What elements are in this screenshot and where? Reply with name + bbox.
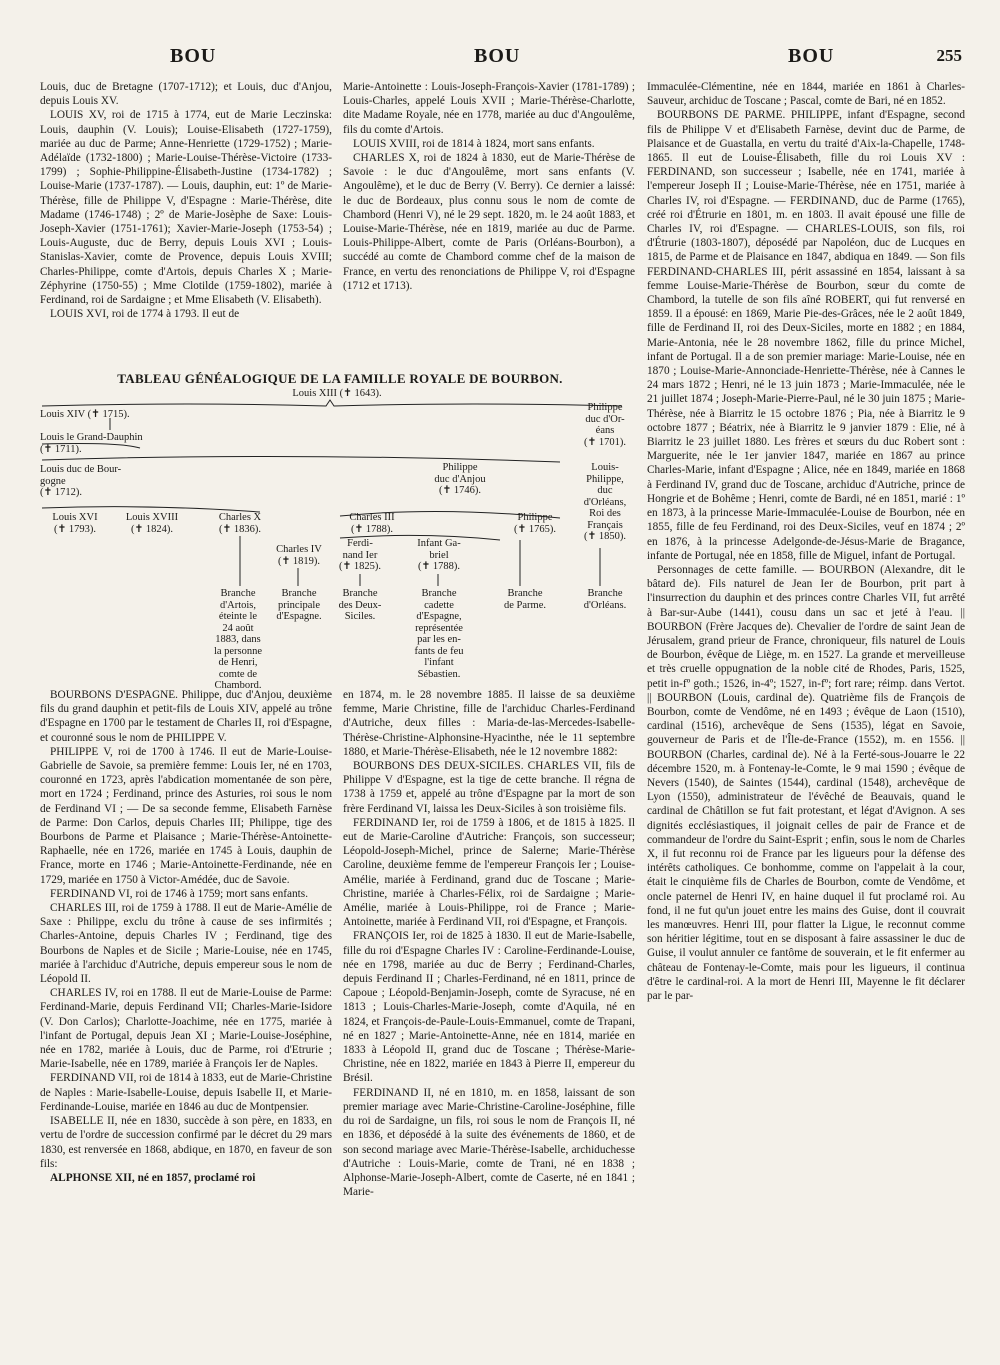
page-number: 255 — [936, 46, 962, 65]
node-branche-artois: Branche d'Artois, éteinte le 24 août 1883, dans la personne de Henri, comte de Chambord. — [213, 588, 263, 691]
paragraph: BOURBONS D'ESPAGNE. Philippe, duc d'Anjou, deuxième fils du grand dauphin et petit-fils de Louis XIV, appelé au trône d'Espagne en 1700 par le testament de Charles II, roi d'Espagne, et couronné sous le nom de PHILIPPE V. — [40, 689, 332, 744]
column-1-bottom — [40, 688, 332, 1185]
paragraph: ALPHONSE XII, né en 1857, proclamé roi — [50, 1171, 256, 1184]
node-branche-cadette: Branche cadette d'Espagne, représentée par les en- fants de feu l'infant Sébastien. — [414, 588, 464, 680]
header-right: BOU — [788, 45, 835, 67]
node-ferdinand-i: Ferdi- nand Ier (✝ 1825). — [338, 538, 382, 572]
paragraph: FERDINAND VI, roi de 1746 à 1759; mort sans enfants. — [50, 887, 309, 900]
node-branche-parme: Branche de Parme. — [504, 588, 546, 611]
paragraph: FERDINAND II, né en 1810, m. en 1858, laissant de son premier mariage avec Marie-Christine-Caroline-Joséphine, fille du roi de Sardaigne, un fils, roi sous le nom de François II, né en 1836, et déposédé à la suite des événements de 1860, et de son second mariage avec Marie-Thérèse-Isabelle, archiduchesse d'Autriche : Louis-Marie, comte de Trani, né en 1838 ; Alphonse-Marie-Joseph-Albert, comte de Caserte, né en 1841 ; Marie- — [343, 1086, 635, 1199]
header-center: BOU — [474, 45, 521, 67]
node-charles-iv: Charles IV (✝ 1819). — [276, 544, 322, 567]
node-infant-gabriel: Infant Ga- briel (✝ 1788). — [417, 538, 461, 572]
column-1-top — [40, 80, 332, 321]
paragraph: CHARLES IV, roi en 1788. Il eut de Marie-Louise de Parme: Ferdinand-Marie, depuis Ferdinand VII; Charles-Marie-Isidore (V. Don Carlos); Charlotte-Joachime, née en 1775, mariée à l'infant de Portugal, depuis Jean XI ; Marie-Louise-Joséphine, née en 1782, mariée à Louis, duc de Parme, roi d'Etrurie ; Marie-Isabelle, née en 1789, mariée à François Ier de Naples. — [40, 987, 332, 1071]
node-louis-xiii: Louis XIII (✝ 1643). — [292, 388, 382, 399]
header-left: BOU — [170, 45, 217, 67]
node-grand-dauphin: Louis le Grand-Dauphin (✝ 1711). — [40, 432, 143, 455]
paragraph: PHILIPPE V, roi de 1700 à 1746. Il eut de Marie-Louise-Gabrielle de Savoie, sa première femme: Louis Ier, né en 1703, couronné en 1723, après l'abdication momentanée de son père, mort en 1724 ; Ferdinand, prince des Asturies, roi sous le nom de Ferdinand VI ; — De sa seconde femme, Elisabeth Farnèse de Parme: Don Carlos, depuis Charles III; Philippe, tige des Bourbons de Parme et Plaisance ; Marie-Thérèse-Antoinette-Raphaelle, née en 1726, mariée en 1745 à Louis, dauphin de France, morte en 1746 ; Marie-Antoinette-Ferdinande, née en 1729, mariée en 1750 à Victor-Amédée, duc de Savoie. — [40, 745, 332, 886]
node-philippe-orleans: Philippe duc d'Or- éans (✝ 1701). — [583, 402, 627, 448]
paragraph: FRANÇOIS Ier, roi de 1825 à 1830. Il eut de Marie-Isabelle, fille du roi d'Espagne Charles IV : Caroline-Ferdinande-Louise, née en 1798, mariée au duc de Berry ; Ferdinand-Charles, depuis Ferdinand II ; Charles-Ferdinand, né en 1811, prince de Capoue ; Léopold-Benjamin-Joseph, comte de Syracuse, né en 1813 ; Louis-Charles-Marie-Joseph, comte d'Aquila, né en 1824, et François-de-Paule-Louis-Emmanuel, comte de Trapani, né en 1827 ; Marie-Antoinette-Anne, née en 1814, mariée en 1833 à Léopold II, grand duc de Toscane ; Thérèse-Marie-Christine, née en 1822, mariée en 1843 à Pierre II, empereur du Brésil. — [343, 930, 635, 1085]
paragraph: Personnages de cette famille. — BOURBON (Alexandre, dit le bâtard de). Fils naturel de Jean Ier de Bourbon, prit part à l'insurrection du dauphin et des princes contre Charles VII, fut arrêté à Bar-sur-Aube (1441), cousu dans un sac et jeté à l'eau. || BOURBON (Frère Jacques de). Chevalier de l'ordre de saint Jean de Jérusalem, grand prieur de France, chroniqueur, fils naturel de Louis de Bourbon, évêque de Liège, m. en 1527. La grande et merveilleuse et très cruelle oppugnation de la noble cité de Rhodes, Paris, 1525, petit in-fº goth.; 1526, in-4º; 1527, in-fº; fort rare; réimp. dans Vertot. || BOURBON (Louis, cardinal de). Quatrième fils de François de Bourbon, comte de Vendôme, né en 1493 ; évêque de Laon (1510), cardinal (1516), archevêque de Sens (1535), légat en Savoie, gouverneur de Paris et de l'Île-de-France (1552), m. en 1556. || BOURBON (Charles, cardinal de). Né à la Ferté-sous-Jouarre le 22 décembre 1520, m. à Fontenay-le-Comte, le 9 mai 1590 ; évêque de Nevers (1540), de Saintes (1544), cardinal (1548), archevêque de Lyon (1550), administrateur de l'évêché de Beauvais, quand le cardinal de Châtillon se fut fait protestant, et légat d'Avignon. A ses dignités ecclésiastiques, il joignait celles de pair de France et de commandeur de l'ordre du Saint-Esprit ; enfin, sous le nom de Charles X, il fut reconnu roi de France par les ligueurs pour la défense des intérêts catholiques. Ce bonhomme, comme on l'appelait à la cour, était le cinquième fils de Charles de Bourbon, comte de Vendôme, et oncle paternel de Henri IV, en haine duquel il fut proclamé roi. Au fond, il ne fut qu'un jouet entre les mains des Guise, dont il couvrait les manœuvres. Henri III, pour flatter la Ligue, le reconnut comme son héritier légitime, tout en se disposant à faire assassiner le duc de Guise, il voulut annuler ce fantôme de souverain, et le fit enfermer au château de Fontenay-le-Comte, mais pour les ligueurs, il continua d'être le cardinal-roi. A la mort de Henri III, Mayenne le fit déclarer par le par- — [647, 563, 965, 1002]
paragraph: LOUIS XV, roi de 1715 à 1774, eut de Marie Leczinska: Louis, dauphin (V. Louis); Louise-Elisabeth (1727-1759), mariée au duc de Parme; Anne-Henriette (1729-1752) ; Marie-Adélaïde (1732-1800) ; Marie-Louise-Thérèse-Victoire (1733-1799) ; Sophie-Philippine-Élisabeth-Justine (1734-1782) ; Louise-Marie (1737-1787). — Louis, dauphin, eut: 1º de Marie-Thérèse, fille de Philippe V, d'Espagne : Marie-Thérèse, dite Madame (1746-1748) ; 2º de Marie-Josèphe de Saxe: Louis-Joseph-Xavier (1751-1761); Xavier-Marie-Joseph (1753-54) ; Louis-Auguste, duc de Berry, depuis Louis XVI ; Louis-Stanislas-Xavier, comte de Provence, depuis Louis XVIII; Charles-Philippe, comte d'Artois, depuis Charles X ; Marie-Zéphyrine (1750-55) ; Mme Clotilde (1759-1802), mariée à Ferdinand, roi de Sardaigne ; et Mme Elisabeth (V. Elisabeth). — [40, 109, 332, 307]
genealogy-tree — [40, 388, 640, 691]
node-louis-philippe: Louis- Philippe, duc d'Orléans, Roi des Français (✝ 1850). — [583, 462, 627, 542]
paragraph: Louis, duc de Bretagne (1707-1712); et Louis, duc d'Anjou, depuis Louis XV. — [40, 81, 332, 108]
paragraph: BOURBONS DES DEUX-SICILES. CHARLES VII, fils de Philippe V d'Espagne, est la tige de cette branche. Il régna de 1738 à 1759 et, appelé au trône d'Espagne par la mort de son frère Ferdinand VI, laissa les Deux-Siciles à son troisième fils. — [343, 760, 635, 815]
node-louis-xvi: Louis XVI (✝ 1793). — [52, 512, 98, 535]
paragraph: CHARLES X, roi de 1824 à 1830, eut de Marie-Thérèse de Savoie : le duc d'Angoulême, mort sans enfants (V. Angoulême), et le duc de Berry (V. Berry). Ce dernier a laissé: le duc de Bordeaux, plus connu sous le nom de comte de Chambord (Henri V), né le 29 sept. 1820, m. le 24 août 1883, et Louise-Marie-Thérèse, née en 1819, mariée au duc de Parme. Louis-Philippe-Albert, comte de Paris (Orléans-Bourbon), a succédé au comte de Chambord comme chef de la maison de France, en vertu des renonciations de Philippe V, roi d'Espagne (1712 et 1713). — [343, 152, 635, 292]
paragraph: Immaculée-Clémentine, née en 1844, mariée en 1861 à Charles-Sauveur, archiduc de Toscane ; Pascal, comte de Bari, né en 1852. — [647, 81, 965, 108]
paragraph: FERDINAND VII, roi de 1814 à 1833, eut de Marie-Christine de Naples : Marie-Isabelle-Louise, depuis Isabelle II, et Marie-Ferdinande-Louise, mariée en 1846 au duc de Montpensier. — [40, 1072, 332, 1113]
paragraph: CHARLES III, roi de 1759 à 1788. Il eut de Marie-Amélie de Saxe : Philippe, exclu du trône à cause de ses infirmités ; Charles-Antoine, depuis Charles IV ; Ferdinand, tige des Bourbons de Naples et de Sicile ; Marie-Louise, née en 1745, mariée à l'archiduc d'Autriche, depuis empereur sous le nom de Léopold II. — [40, 902, 332, 986]
column-2-top — [343, 80, 635, 293]
paragraph: LOUIS XVIII, roi de 1814 à 1824, mort sans enfants. — [353, 137, 595, 150]
paragraph: Marie-Antoinette : Louis-Joseph-François-Xavier (1781-1789) ; Louis-Charles, appelé Louis XVII ; Marie-Thérèse-Charlotte, dite Madame Royale, née en 1778, mariée au duc d'Angoulême, fils du comte d'Artois. — [343, 81, 635, 136]
brace-root — [42, 400, 622, 406]
paragraph: ISABELLE II, née en 1830, succède à son père, en 1833, en vertu de l'ordre de succession confirmé par le décret du 29 mars 1830, est renversée en 1868, abdique, en 1870, en faveur de son fils: — [40, 1115, 332, 1170]
node-charles-x: Charles X (✝ 1836). — [218, 512, 262, 535]
node-bourgogne: Louis duc de Bour- gogne (✝ 1712). — [40, 464, 122, 498]
column-2-bottom — [343, 688, 635, 1199]
node-branche-espagne: Branche principale d'Espagne. — [276, 588, 322, 622]
paragraph: en 1874, m. le 28 novembre 1885. Il laisse de sa deuxième femme, Marie Christine, fille de l'archiduc Charles-Ferdinand d'Autriche, deux filles : Maria-de-las-Mercedes-Isabelle-Thérèse-Christine-Alphonsine-Hyacinthe, née le 11 septembre 1880, et Marie-Thérèse-Elisabeth, née le 12 novembre 1882: — [343, 689, 635, 758]
genealogy-title: TABLEAU GÉNÉALOGIQUE DE LA FAMILLE ROYALE DE BOURBON. — [117, 371, 563, 386]
node-philippe-anjou: Philippe duc d'Anjou (✝ 1746). — [434, 462, 486, 496]
node-louis-xiv: Louis XIV (✝ 1715). — [40, 409, 130, 420]
paragraph: FERDINAND Ier, roi de 1759 à 1806, et de 1815 à 1825. Il eut de Marie-Caroline d'Autriche: François, son successeur; Léopold-Joseph-Michel, prince de Salerne; Marie-Thérèse Caroline, deuxième femme de l'empereur François Ier ; Louise-Amélie, mariée à Ferdinand, grand duc de Toscane ; Marie-Christine, mariée à Charles-Félix, roi de Sardaigne ; Marie-Amélie, mariée à Louis-Philippe, roi de France ; Marie-Antoinette, mariée à Ferdinand VII, roi d'Espagne, et François. — [343, 816, 635, 929]
paragraph: LOUIS XVI, roi de 1774 à 1793. Il eut de — [50, 308, 240, 321]
node-branche-orleans: Branche d'Orléans. — [583, 588, 627, 611]
paragraph: BOURBONS DE PARME. PHILIPPE, infant d'Espagne, second fils de Philippe V et d'Elisabeth Farnèse, devint duc de Parme, de Plaisance et de Guastalla, en vertu du traité d'Aix-la-Chapelle, 1748-1865. Il eut de Louise-Élisabeth, fille du roi Louis XV : FERDINAND, son successeur ; Isabelle, née en 1741, mariée à l'empereur Joseph II ; Louise-Marie-Thérèse, née en 1751, mariée à Charles IV, roi d'Espagne. — FERDINAND, duc de Parme (1765), créé roi d'Étrurie en 1801, m. en 1803. Il avait épousé une fille de Charles IV, roi d'Espagne. — CHARLES-LOUIS, son fils, roi d'Étrurie (1803-1807), déposédé par Napoléon, duc de Lucques en 1815, de Parme et de Plaisance en 1847, abdiqua en 1849. — Son fils FERDINAND-CHARLES III, périt assassiné en 1854, laissant à sa femme Louise-Marie-Thérèse de Bourbon, sœur du comte de Chambord, la tutelle de son fils aîné ROBERT, qui fut renversé en 1859. Il a épousé: en 1869, Marie Pie-des-Grâces, née le 2 août 1849, fille de Ferdinand II, roi des Deux-Siciles, morte en 1882 ; en 1884, Marie-Antonia, née le 28 novembre 1862, fille du prince Michel, infant de Portugal. Il a de son premier mariage: Marie-Louise, née en 1870 ; Louise-Marie-Annonciade-Henriette-Thérèse, née à Cannes le 24 mars 1872 ; Henri, né le 13 juin 1873 ; Marie-Immaculée, née le 21 juillet 1874 ; Joseph-Marie-Pierre-Paul, né le 30 juin 1875 ; Marie-Thérèse, née à Biarritz le 15 octobre 1876 ; Pia, née à Biarritz le 9 octobre 1877 ; Béatrix, née à Biarritz le 9 janvier 1879 : Elie, né à Biarritz le 23 juillet 1880. Les frères et sœurs du duc Robert sont : Marguerite, née le 1er janvier 1847, mariée en 1867 au prince Charles-Marie, infant d'Espagne ; Alice, née en 1849, mariée en 1868 à Ferdinand IV, grand duc de Toscane, archiduc d'Autriche, prince de Hongrie et de Bohême ; Henri, comte de Bardi, né en 1851, marié : 1º en 1873, à la princesse Marie-Immaculée-Louise de Bourbon, née en 1855, fille de feu Ferdinand, roi des Deux-Siciles, veuf en 1874 ; 2º en 1876, à la princesse Adelgonde-de-Jésus-Marie de Bragance, infante de Portugal, née en 1858, fille de Miguel, infant de Portugal. — [647, 109, 965, 562]
node-louis-xviii: Louis XVIII (✝ 1824). — [125, 512, 179, 535]
node-branche-siciles: Branche des Deux- Siciles. — [338, 588, 382, 622]
node-philippe-parme: Philippe (✝ 1765). — [513, 512, 557, 535]
column-3 — [647, 80, 965, 1003]
node-charles-iii: Charles III (✝ 1788). — [349, 512, 395, 535]
